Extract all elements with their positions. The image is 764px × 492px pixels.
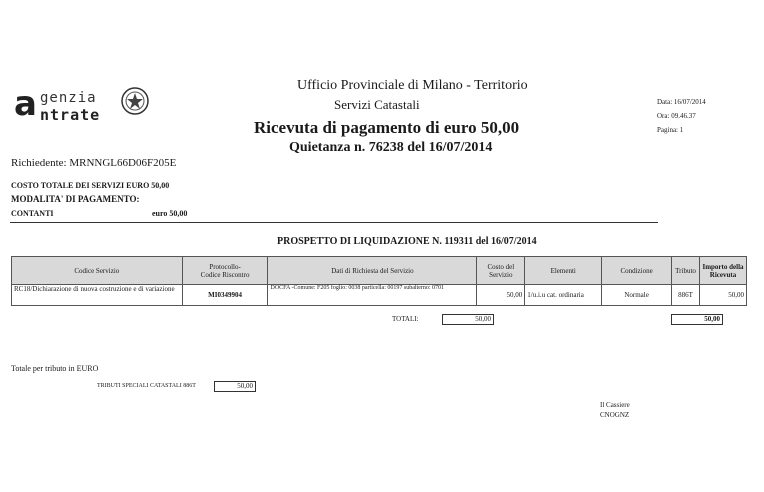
special-tax-label: TRIBUTI SPECIALI CATASTALI 886T (97, 383, 196, 389)
settlement-table (11, 256, 747, 306)
time-field: Ora: 09.46.37 (657, 112, 696, 120)
cell-dati: DOCFA -Comune: F205 foglio: 0038 particella: 00197 subalterno: 0701 (268, 285, 477, 306)
logo-a-glyph: a (14, 84, 37, 124)
cell-codice: RC18/Dichiarazione di nuova costruzione e di variazione (12, 285, 183, 306)
table-header-row (12, 257, 747, 285)
col-header-codice: Codice Servizio (12, 257, 183, 285)
cash-label: CONTANTI (11, 209, 54, 218)
cell-importo: 50,00 (700, 285, 747, 306)
cash-value: euro 50,00 (152, 209, 188, 218)
date-field: Data: 16/07/2014 (657, 98, 706, 106)
totals-cost-box: 50,00 (442, 314, 494, 325)
col-header-costo: Costo del Servizio (477, 257, 525, 285)
logo-text-agenzia: genzia (40, 90, 97, 106)
col-header-condizione: Condizione (602, 257, 672, 285)
special-tax-value: 50,00 (214, 381, 256, 392)
office-name: Ufficio Provinciale di Milano - Territorio (297, 78, 528, 93)
col-header-elementi: Elementi (525, 257, 602, 285)
total-cost: COSTO TOTALE DEI SERVIZI EURO 50,00 (11, 181, 170, 190)
table-row (12, 285, 747, 306)
requester: Richiedente: MRNNGL66D06F205E (11, 157, 177, 169)
agenzia-entrate-logo (14, 86, 154, 126)
col-header-importo: Importo della Ricevuta (700, 257, 747, 285)
cashier-label: Il Cassiere (600, 401, 630, 409)
cell-condizione: Normale (602, 285, 672, 306)
cell-costo: 50,00 (477, 285, 525, 306)
cashier-name: CNOGNZ (600, 411, 630, 419)
page-field: Pagina: 1 (657, 126, 684, 134)
tax-total-label: Totale per tributo in EURO (11, 364, 99, 373)
cell-tributo: 886T (672, 285, 700, 306)
totals-label: TOTALI: (392, 315, 419, 323)
totals-amount-box: 50,00 (671, 314, 723, 325)
separator-line (10, 222, 658, 223)
col-header-protocollo: Protocollo- Codice Riscontro (182, 257, 268, 285)
office-department: Servizi Catastali (334, 97, 420, 112)
receipt-title: Ricevuta di pagamento di euro 50,00 (254, 118, 520, 137)
payment-method-label: MODALITA' DI PAGAMENTO: (11, 194, 140, 204)
settlement-title: PROSPETTO DI LIQUIDAZIONE N. 119311 del 16/07/2014 (277, 236, 537, 247)
cell-elementi: 1/u.i.u cat. ordinaria (525, 285, 602, 306)
cell-protocollo: MI0349904 (182, 285, 268, 306)
col-header-dati: Dati di Richiesta del Servizio (268, 257, 477, 285)
col-header-tributo: Tributo (672, 257, 700, 285)
republic-emblem-icon (120, 86, 150, 116)
logo-text-entrate: ntrate (40, 106, 101, 124)
receipt-subtitle: Quietanza n. 76238 del 16/07/2014 (289, 140, 493, 155)
